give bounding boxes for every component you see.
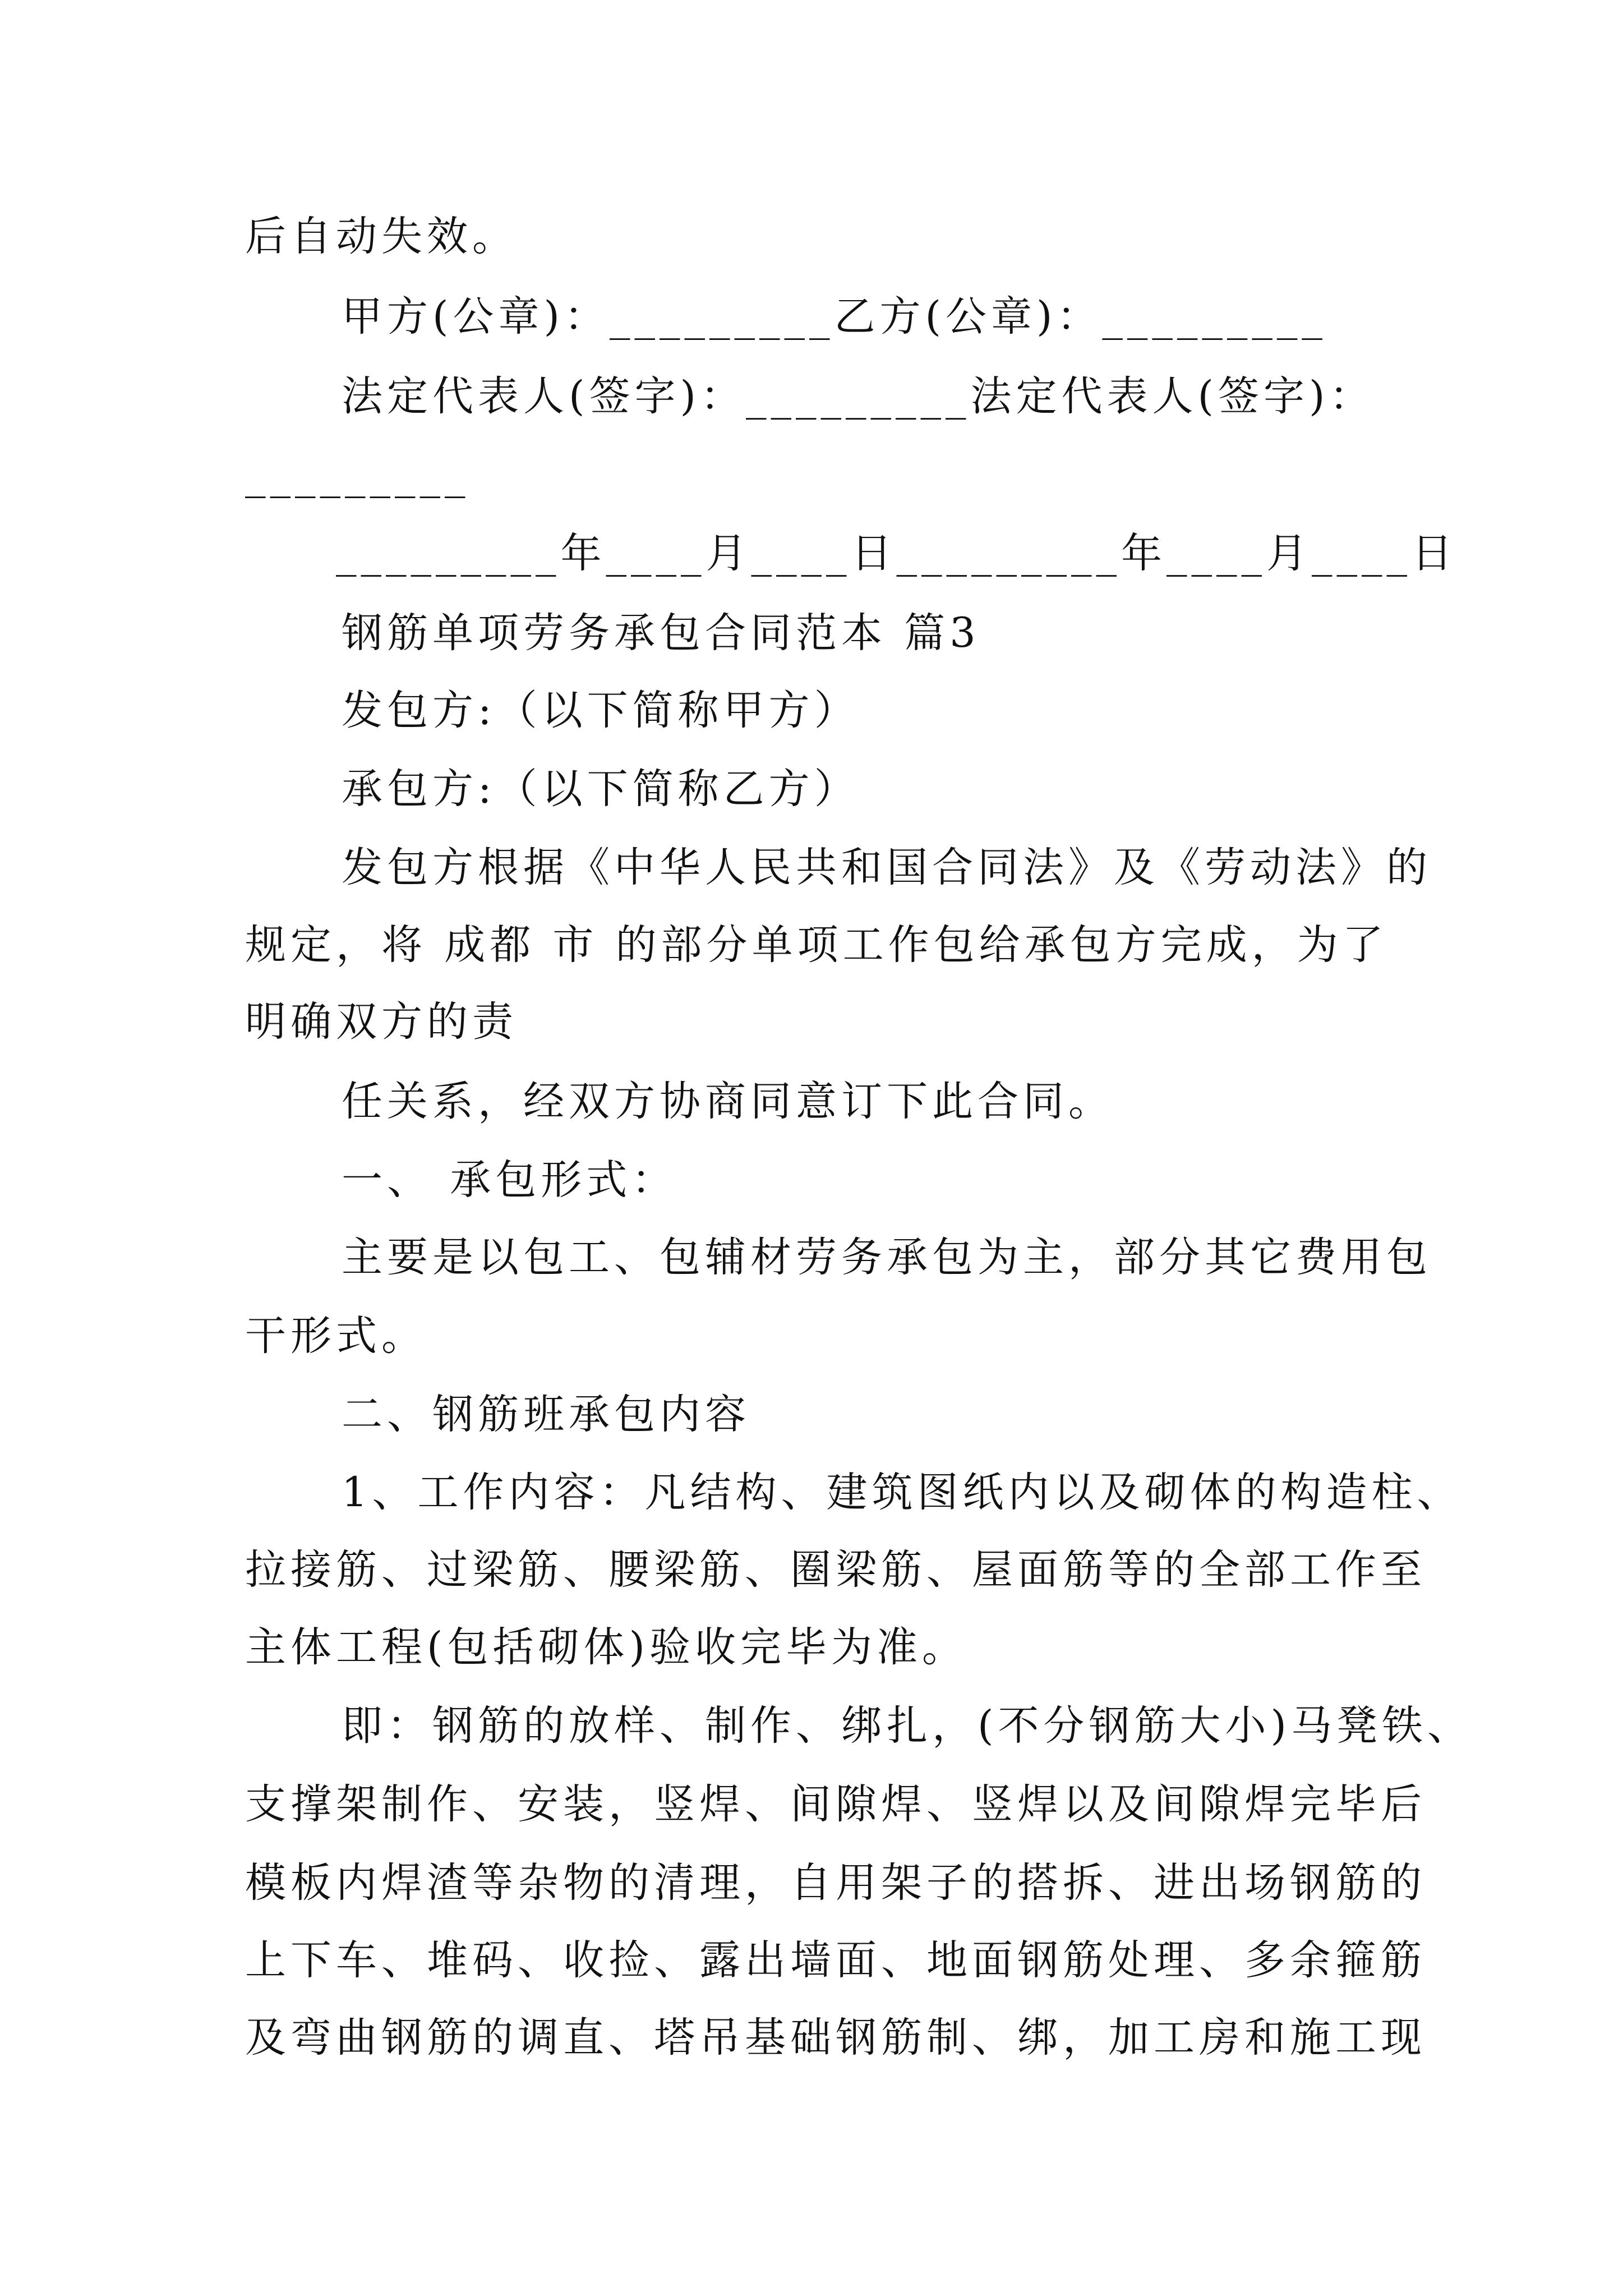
paragraph-line: 任关系，经双方协商同意订下此合同。 xyxy=(342,1078,1114,1125)
text-line-contractor: 承包方:（以下简称乙方） xyxy=(342,765,860,813)
paragraph-line: 即：钢筋的放样、制作、绑扎，(不分钢筋大小)马凳铁、 xyxy=(342,1702,1473,1750)
text-line-legal-representatives: 法定代表人(签字)：_________法定代表人(签字)： xyxy=(342,372,1375,420)
paragraph-line: 主体工程(包括砌体)验收完毕为准。 xyxy=(245,1623,967,1671)
paragraph-line: 模板内焊渣等杂物的清理，自用架子的搭拆、进出场钢筋的 xyxy=(245,1859,1426,1907)
paragraph-line: 1、工作内容：凡结构、建筑图纸内以及砌体的构造柱、 xyxy=(342,1469,1463,1516)
paragraph-line: 支撑架制作、安装，竖焊、间隙焊、竖焊以及间隙焊完毕后 xyxy=(245,1780,1426,1828)
section-heading: 二、钢筋班承包内容 xyxy=(342,1391,750,1438)
paragraph-line: 规定，将 成都 市 的部分单项工作包给承包方完成，为了 xyxy=(245,921,1388,969)
section-title: 钢筋单项劳务承包合同范本 篇3 xyxy=(342,609,980,657)
section-heading: 一、 承包形式： xyxy=(342,1156,677,1204)
text-line-issuer: 发包方:（以下简称甲方） xyxy=(342,687,860,734)
paragraph-line: 拉接筋、过梁筋、腰梁筋、圈梁筋、屋面筋等的全部工作至 xyxy=(245,1546,1426,1594)
paragraph-line: 明确双方的责 xyxy=(245,998,518,1046)
text-line-auto-expire: 后自动失效。 xyxy=(245,213,518,260)
paragraph-line: 及弯曲钢筋的调直、塔吊基础钢筋制、绑，加工房和施工现 xyxy=(245,2014,1426,2062)
paragraph-line: 上下车、堆码、收捡、露出墙面、地面钢筋处理、多余箍筋 xyxy=(245,1936,1426,1984)
paragraph-line: 发包方根据《中华人民共和国合同法》及《劳动法》的 xyxy=(342,844,1432,891)
paragraph-line: 干形式。 xyxy=(245,1312,427,1360)
text-line-dates: _________年____月____日_________年____月____日 xyxy=(336,530,1457,577)
text-line-signature-blank: _________ xyxy=(245,451,470,499)
paragraph-line: 主要是以包工、包辅材劳务承包为主，部分其它费用包 xyxy=(342,1234,1432,1281)
text-line-party-seals: 甲方(公章)：_________乙方(公章)：_________ xyxy=(342,293,1327,341)
